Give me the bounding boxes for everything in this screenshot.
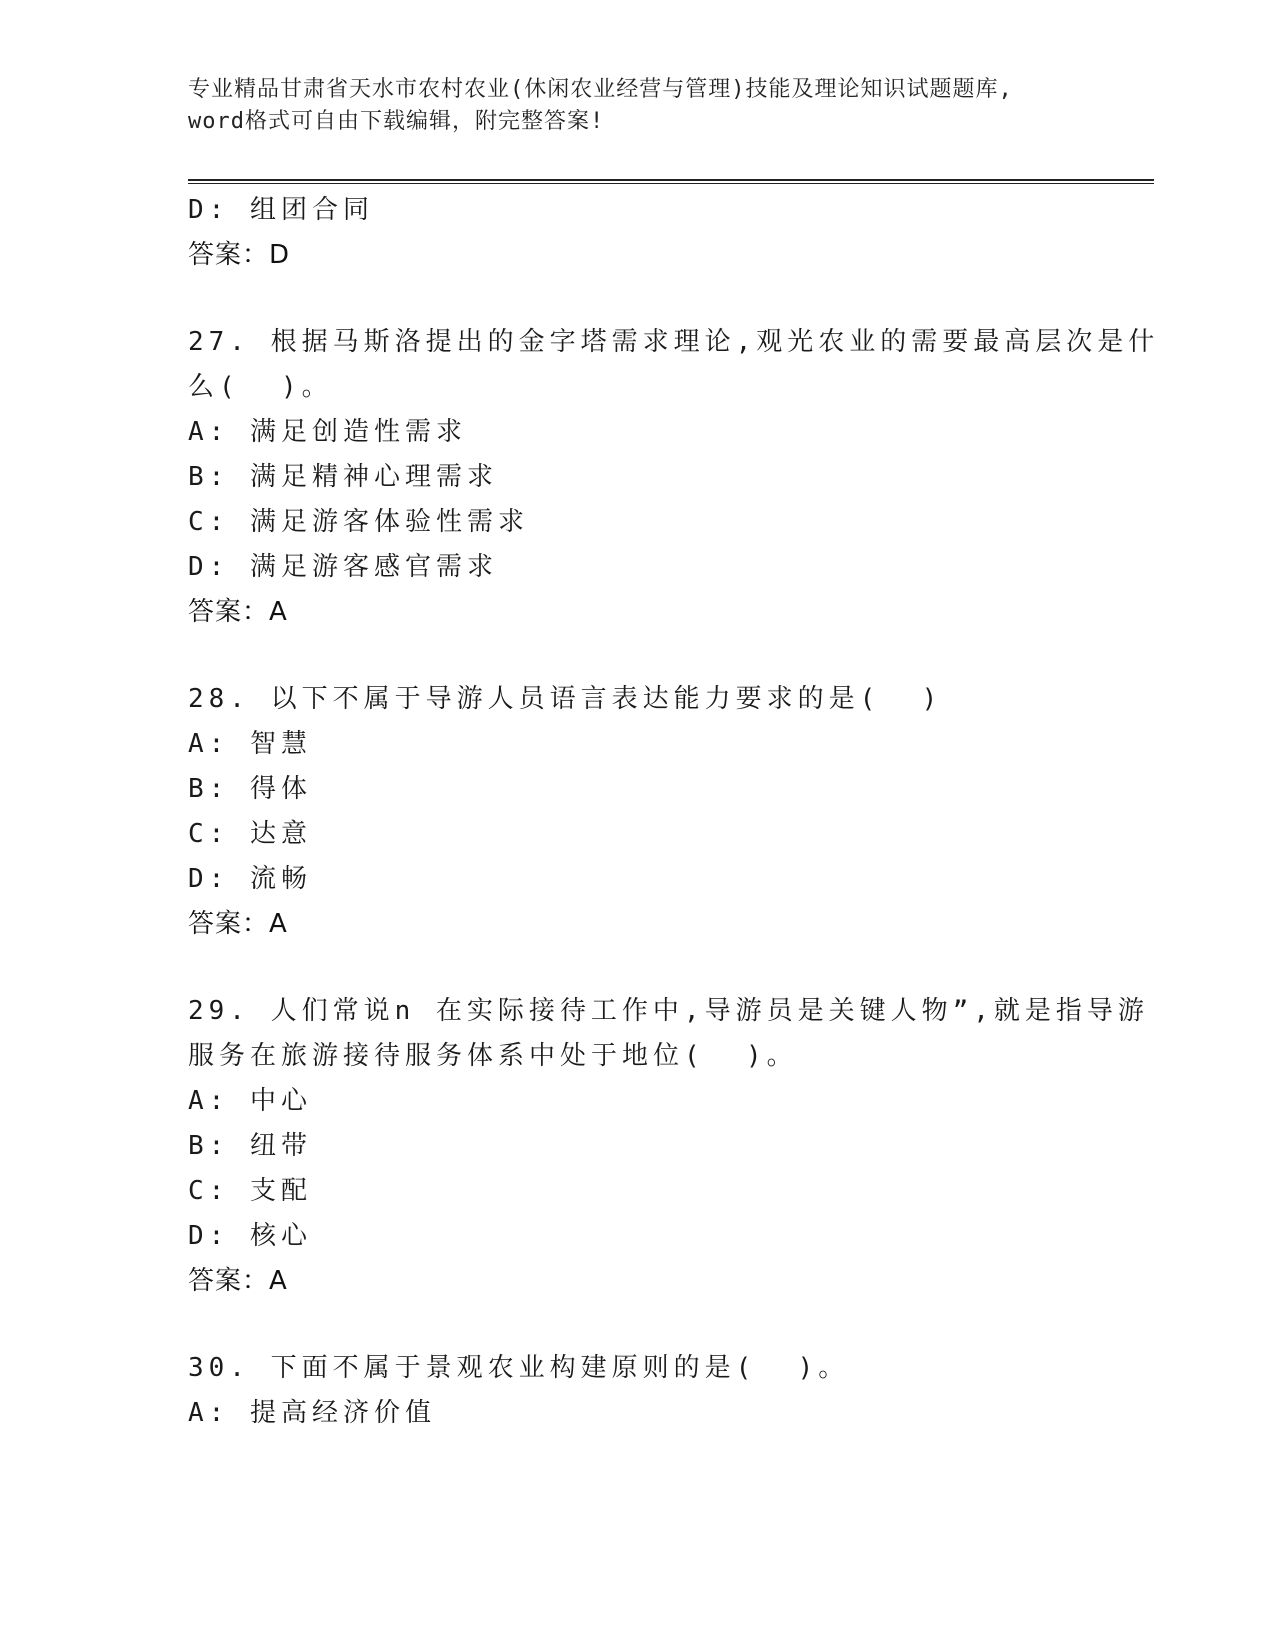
- spacer: [188, 635, 1088, 677]
- header-divider: [188, 179, 1154, 184]
- question-28-option-c: C: 达意: [188, 819, 312, 849]
- question-28-option-d: D: 流畅: [188, 864, 312, 894]
- question-29-option-d: D: 核心: [188, 1221, 312, 1251]
- prev-question-answer: 答案：D: [188, 240, 291, 270]
- document-header: [188, 74, 1088, 138]
- question-28-option-b: B: 得体: [188, 774, 312, 804]
- question-29: [188, 989, 1149, 1304]
- question-27-option-d: D: 满足游客感官需求: [188, 552, 498, 582]
- question-27: [188, 320, 1160, 635]
- question-27-text-line-1: 27. 根据马斯洛提出的金字塔需求理论,观光农业的需要最高层次是什: [188, 327, 1160, 357]
- spacer: [188, 1304, 1088, 1346]
- spacer: [188, 278, 1088, 320]
- question-29-option-a: A: 中心: [188, 1086, 312, 1116]
- header-title-line-1: 专业精品甘肃省天水市农村农业(休闲农业经营与管理)技能及理论知识试题题库,: [188, 77, 1013, 102]
- question-content: [188, 188, 1160, 1436]
- question-27-option-a: A: 满足创造性需求: [188, 417, 467, 447]
- question-29-option-b: B: 纽带: [188, 1131, 312, 1161]
- question-29-option-c: C: 支配: [188, 1176, 312, 1206]
- header-title-line-2: word格式可自由下载编辑，附完整答案!: [188, 109, 605, 134]
- question-27-text-line-2: 么( )。: [188, 372, 333, 402]
- question-29-answer: 答案：A: [188, 1266, 288, 1296]
- question-28-text-line-1: 28. 以下不属于导游人员语言表达能力要求的是( ): [188, 684, 943, 714]
- question-28-answer: 答案：A: [188, 909, 288, 939]
- question-27-option-c: C: 满足游客体验性需求: [188, 507, 529, 537]
- question-30-option-a: A: 提高经济价值: [188, 1398, 436, 1428]
- spacer: [188, 947, 1088, 989]
- question-27-answer: 答案：A: [188, 597, 288, 627]
- question-28-option-a: A: 智慧: [188, 729, 312, 759]
- question-30: [188, 1346, 1088, 1436]
- question-29-text-line-1: 29. 人们常说n 在实际接待工作中,导游员是关键人物”,就是指导游: [188, 996, 1149, 1026]
- question-30-text-line-1: 30. 下面不属于景观农业构建原则的是( )。: [188, 1353, 850, 1383]
- question-28: [188, 677, 1088, 947]
- question-27-option-b: B: 满足精神心理需求: [188, 462, 498, 492]
- prev-question-option-d: D: 组团合同: [188, 195, 374, 225]
- question-29-text-line-2: 服务在旅游接待服务体系中处于地位( )。: [188, 1041, 798, 1071]
